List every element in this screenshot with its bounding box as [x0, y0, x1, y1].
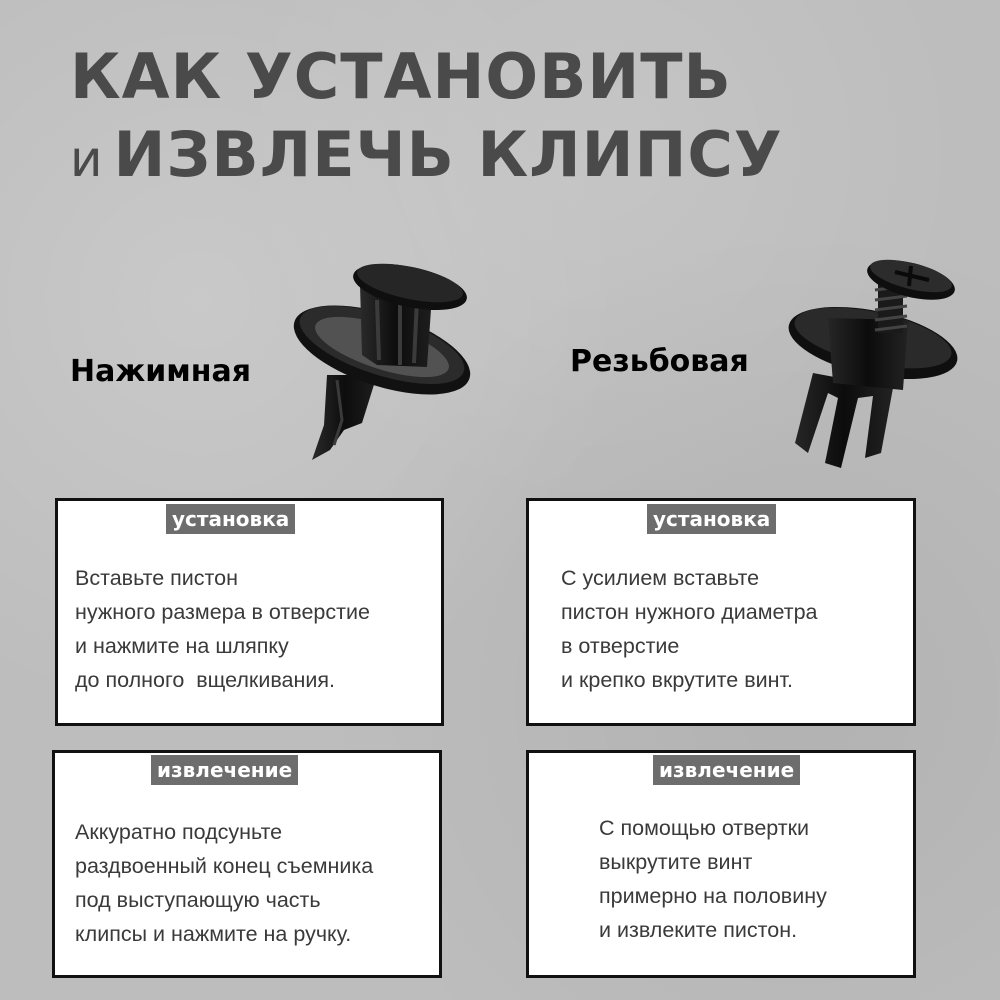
thread-install-text: С усилием вставьте пистон нужного диаметра в отверстие и крепко вкрутите винт. — [561, 566, 818, 692]
title-line-2: ИЗВЛЕЧЬ КЛИПСУ — [113, 118, 783, 191]
thread-install-card — [526, 498, 916, 726]
title-line-1: КАК УСТАНОВИТЬ — [70, 40, 732, 113]
threaded-clip-icon — [783, 258, 973, 473]
push-clip-icon — [282, 255, 482, 475]
push-install-tag: установка — [166, 504, 295, 534]
push-remove-tag: извлечение — [151, 755, 298, 785]
push-clip-label: Нажимная — [70, 354, 251, 389]
push-install-text: Вставьте пистон нужного размера в отверстие и нажмите на шляпку до полного вщелкивания. — [75, 566, 370, 692]
thread-remove-tag: извлечение — [653, 755, 800, 785]
page-title — [70, 38, 783, 198]
thread-remove-card — [526, 750, 916, 978]
push-remove-card — [52, 750, 442, 978]
title-line-2-prefix: и — [70, 130, 104, 188]
thread-remove-text: С помощью отвертки выкрутите винт примерно на половину и извлеките пистон. — [599, 816, 827, 942]
push-install-card — [55, 498, 444, 726]
push-remove-text: Аккуратно подсуньте раздвоенный конец съемника под выступающую часть клипсы и нажмите на ручку. — [75, 820, 374, 946]
threaded-clip-label: Резьбовая — [570, 344, 749, 379]
thread-install-tag: установка — [647, 504, 776, 534]
